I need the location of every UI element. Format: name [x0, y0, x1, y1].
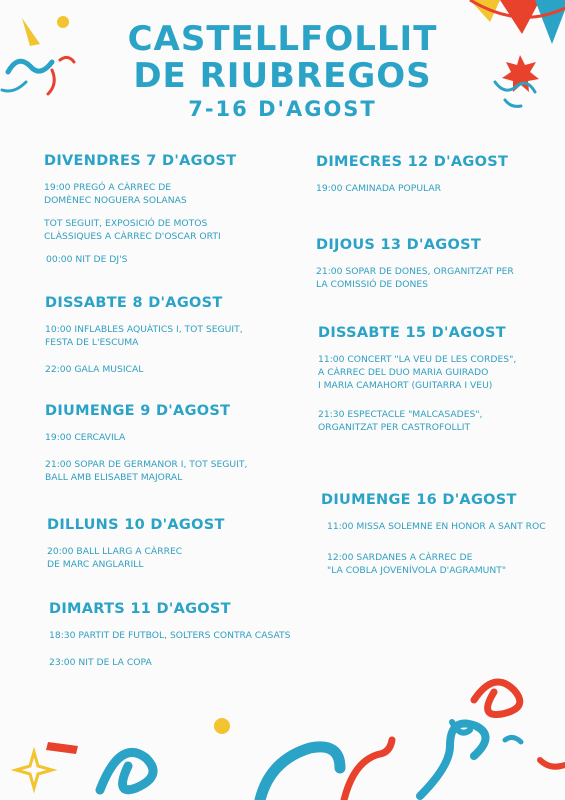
- day-block-dimarts-11: [49, 601, 299, 679]
- day-block-diumenge-16: [321, 492, 561, 587]
- event-item: TOT SEGUIT, EXPOSICIÓ DE MOTOS CLÀSSIQUES A CÀRREC D'OSCAR ORTI: [44, 218, 221, 242]
- event-item: 21:00 SOPAR DE GERMANOR I, TOT SEGUIT, BALL AMB ELISABET MAJORAL: [45, 459, 248, 483]
- day-title: DISSABTE 15 D'AGOST: [318, 325, 506, 341]
- title-line-2: DE RIUBREGOS: [133, 56, 432, 96]
- day-block-dilluns-10: [47, 517, 297, 581]
- event-item: 19:00 CAMINADA POPULAR: [316, 183, 442, 194]
- event-item: 11:00 CONCERT "LA VEU DE LES CORDES", A CÀRREC DEL DUO MARIA GUIRADO I MARIA CAMAHORT (GUITARRA I VEU): [318, 354, 517, 391]
- day-title: DIUMENGE 9 D'AGOST: [45, 403, 231, 419]
- event-item: 20:00 BALL LLARG A CÀRREC DE MARC ANGLARILL: [47, 546, 183, 570]
- day-block-dimecres-12: [316, 154, 565, 205]
- day-title: DIJOUS 13 D'AGOST: [316, 237, 482, 253]
- event-item: 22:00 GALA MUSICAL: [45, 364, 144, 375]
- event-item: 10:00 INFLABLES AQUÀTICS I, TOT SEGUIT, FESTA DE L'ESCUMA: [45, 324, 243, 348]
- day-title: DIUMENGE 16 D'AGOST: [321, 492, 517, 508]
- event-item: 21:30 ESPECTACLE "MALCASADES", ORGANITZAT PER CASTROFOLLIT: [318, 409, 483, 433]
- event-dates: 7-16 D'AGOST: [188, 97, 377, 121]
- day-block-diumenge-9: [45, 403, 295, 494]
- event-item: 21:00 SOPAR DE DONES, ORGANITZAT PER LA COMISSIÓ DE DONES: [316, 266, 514, 290]
- day-title: DIMARTS 11 D'AGOST: [49, 601, 231, 617]
- day-title: DIVENDRES 7 D'AGOST: [44, 153, 237, 169]
- event-item: 00:00 NIT DE DJ'S: [46, 254, 128, 265]
- event-item: 19:00 CERCAVILA: [45, 432, 126, 443]
- event-item: 18:30 PARTIT DE FUTBOL, SOLTERS CONTRA CASATS: [49, 630, 291, 641]
- day-block-dissabte-8: [45, 295, 295, 386]
- day-title: DISSABTE 8 D'AGOST: [45, 295, 223, 311]
- title-line-1: CASTELLFOLLIT: [127, 19, 438, 59]
- day-block-dissabte-15: [318, 325, 565, 444]
- day-block-divendres-7: [44, 153, 294, 276]
- day-title: DILLUNS 10 D'AGOST: [47, 517, 225, 533]
- day-title: DIMECRES 12 D'AGOST: [316, 154, 509, 170]
- event-item: 12:00 SARDANES A CÀRREC DE "LA COBLA JOVENÍVOLA D'AGRAMUNT": [327, 552, 507, 576]
- day-block-dijous-13: [316, 237, 565, 301]
- event-item: 11:00 MISSA SOLEMNE EN HONOR A SANT ROC: [327, 521, 546, 532]
- event-item: 19:00 PREGÓ A CÀRREC DE DOMÈNEC NOGUERA SOLANAS: [44, 182, 187, 206]
- event-item: 23:00 NIT DE LA COPA: [49, 657, 152, 668]
